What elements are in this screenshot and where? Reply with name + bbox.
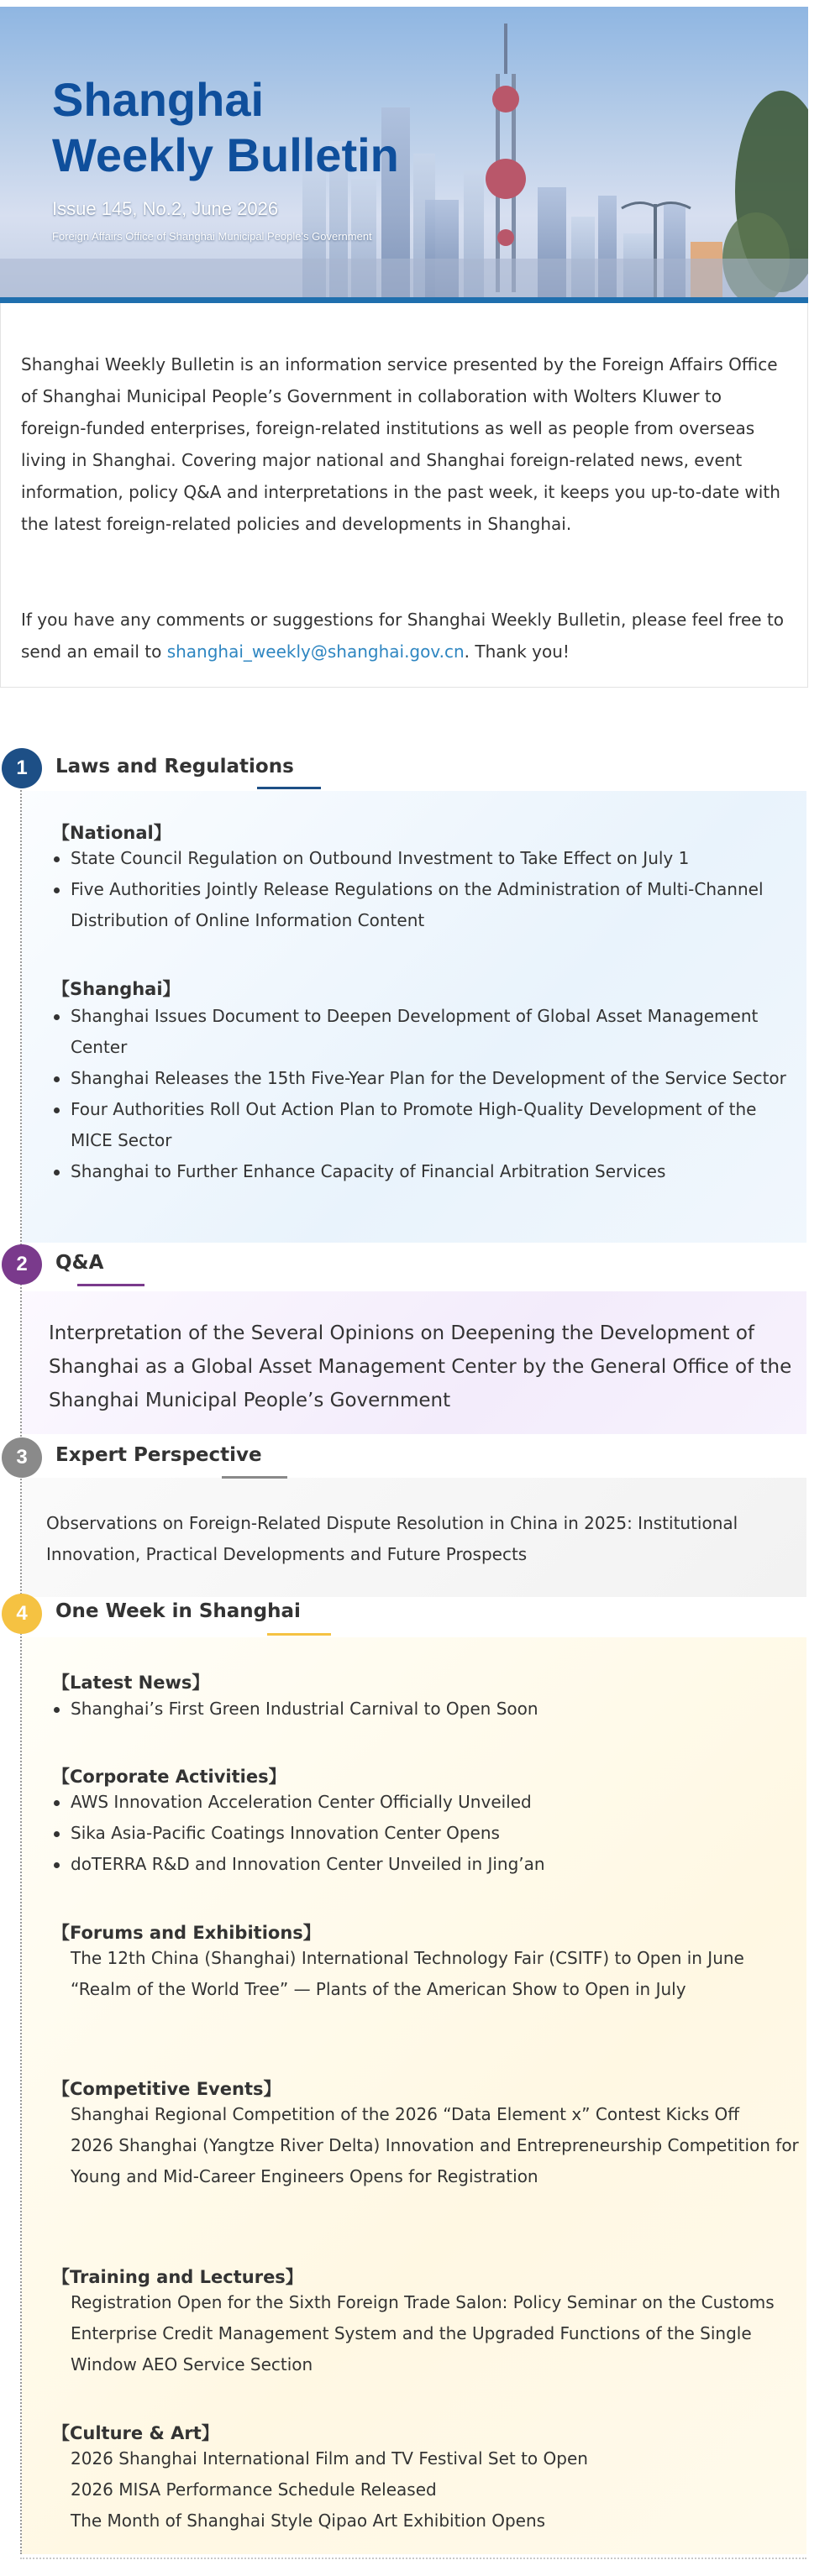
national-heading: 【National】	[52, 823, 171, 843]
culture-list	[52, 2443, 801, 2537]
section-4-badge: 4	[2, 1594, 42, 1634]
qa-item[interactable]: Interpretation of the Several Opinions on Deepening the Development of Shanghai as a Global Asset Management Center by the General Office of the Shanghai Municipal People’s Government	[49, 1322, 792, 1411]
forums-heading: 【Forums and Exhibitions】	[52, 1923, 321, 1943]
list-item[interactable]: Shanghai Releases the 15th Five-Year Plan for the Development of the Service Sector	[52, 1063, 801, 1094]
footer-divider	[20, 2558, 806, 2559]
section-3-title: Expert Perspective	[55, 1444, 262, 1466]
section-3-badge: 3	[2, 1437, 42, 1478]
list-item[interactable]: State Council Regulation on Outbound Investment to Take Effect on July 1	[52, 843, 801, 874]
latest-news-heading: 【Latest News】	[52, 1673, 210, 1693]
section-3-underline	[222, 1476, 287, 1479]
contact-paragraph	[21, 604, 785, 668]
publisher-label: Foreign Affairs Office of Shanghai Municipal People's Government	[52, 230, 372, 243]
section-1-badge: 1	[2, 748, 42, 788]
issue-label: Issue 145, No.2, June 2026	[52, 198, 279, 219]
list-item[interactable]: AWS Innovation Acceleration Center Officially Unveiled	[52, 1787, 801, 1818]
national-list	[52, 843, 801, 936]
banner-stripe	[0, 297, 808, 303]
section-2-badge: 2	[2, 1244, 42, 1285]
list-item[interactable]: doTERRA R&D and Innovation Center Unveiled in Jing’an	[52, 1849, 801, 1880]
training-heading: 【Training and Lectures】	[52, 2267, 303, 2287]
shanghai-list	[52, 1001, 801, 1187]
list-item[interactable]: The Month of Shanghai Style Qipao Art Exhibition Opens	[71, 2511, 546, 2531]
contact-thanks: . Thank you!	[464, 641, 570, 662]
bulletin-title: Shanghai Weekly Bulletin	[52, 73, 399, 181]
list-item[interactable]: Shanghai Issues Document to Deepen Development of Global Asset Management Center	[52, 1001, 801, 1063]
list-item[interactable]: 2026 MISA Performance Schedule Released	[71, 2479, 437, 2500]
list-item[interactable]: Sika Asia-Pacific Coatings Innovation Center Opens	[52, 1818, 801, 1849]
section-4-title: One Week in Shanghai	[55, 1600, 301, 1622]
list-item[interactable]: Five Authorities Jointly Release Regulations on the Administration of Multi-Channel Distribution of Online Information Content	[52, 874, 801, 936]
list-item[interactable]: The 12th China (Shanghai) International Technology Fair (CSITF) to Open in June	[71, 1948, 744, 1968]
intro-paragraph: Shanghai Weekly Bulletin is an information service presented by the Foreign Affairs Office of Shanghai Municipal People’s Government in collaboration with Wolters Kluwer to foreign-funded enterprises, foreign-related institutions as well as people from overseas living in Shanghai. Covering major national and Shanghai foreign-related news, event information, policy Q&A and interpretations in the past week, it keeps you up-to-date with the latest foreign-related policies and developments in Shanghai.	[21, 354, 780, 534]
training-list	[52, 2287, 801, 2380]
culture-heading: 【Culture & Art】	[52, 2423, 219, 2443]
list-item[interactable]: Registration Open for the Sixth Foreign Trade Salon: Policy Seminar on the Customs Enterprise Credit Management System and the Upgraded Functions of the Single Window AEO Service Section	[71, 2292, 775, 2374]
contact-text: If you have any comments or suggestions for Shanghai Weekly Bulletin, please feel free to send an email to	[21, 610, 785, 662]
list-item[interactable]: Four Authorities Roll Out Action Plan to Promote High-Quality Development of the MICE Sector	[52, 1094, 801, 1156]
section-4-underline	[267, 1633, 331, 1636]
expert-item[interactable]: Observations on Foreign-Related Dispute Resolution in China in 2025: Institutional Innovation, Practical Developments and Future Prospects	[46, 1513, 738, 1564]
intro-box	[0, 303, 808, 688]
list-item[interactable]: 2026 Shanghai (Yangtze River Delta) Innovation and Entrepreneurship Competition for Young and Mid-Career Engineers Opens for Registration	[71, 2135, 799, 2186]
list-item[interactable]: Shanghai’s First Green Industrial Carnival to Open Soon	[52, 1694, 801, 1725]
header-banner	[0, 7, 808, 297]
list-item[interactable]: Shanghai Regional Competition of the 2026 “Data Element x” Contest Kicks Off	[71, 2104, 740, 2124]
competitive-list	[52, 2099, 801, 2192]
section-2-underline	[77, 1284, 144, 1286]
list-item[interactable]: 2026 Shanghai International Film and TV Festival Set to Open	[71, 2448, 588, 2469]
corporate-list	[52, 1787, 801, 1880]
section-1-underline	[257, 787, 321, 789]
email-link[interactable]: shanghai_weekly@shanghai.gov.cn	[166, 641, 465, 662]
latest-news-list	[52, 1694, 801, 1725]
list-item[interactable]: Shanghai to Further Enhance Capacity of Financial Arbitration Services	[52, 1156, 801, 1187]
list-item[interactable]: “Realm of the World Tree” — Plants of the American Show to Open in July	[71, 1979, 686, 1999]
forums-list	[52, 1943, 801, 2005]
section-1-title: Laws and Regulations	[55, 756, 294, 778]
competitive-heading: 【Competitive Events】	[52, 2079, 281, 2099]
corporate-heading: 【Corporate Activities】	[52, 1767, 286, 1787]
shanghai-heading: 【Shanghai】	[52, 979, 181, 999]
section-2-title: Q&A	[55, 1252, 104, 1274]
